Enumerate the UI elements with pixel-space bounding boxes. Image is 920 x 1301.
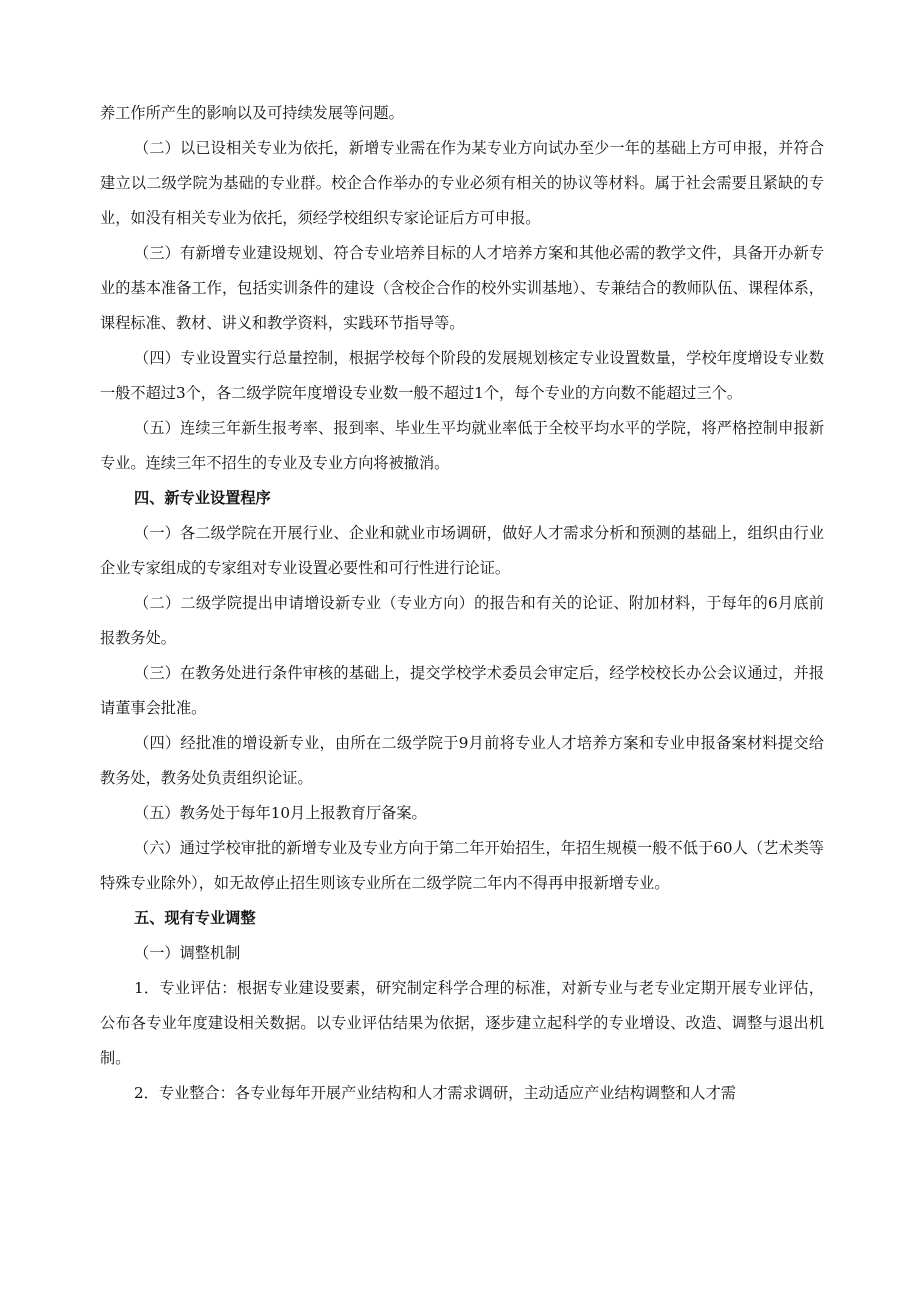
paragraph-procedure-3: （三）在教务处进行条件审核的基础上，提交学校学术委员会审定后，经学校校长办公会议通过，并报请董事会批准。 xyxy=(100,664,824,717)
paragraph-requirement-4: （四）专业设置实行总量控制，根据学校每个阶段的发展规划核定专业设置数量，学校年度增设专业数一般不超过3个，各二级学院年度增设专业数一般不超过1个，每个专业的方向数不能超过三个。 xyxy=(100,349,824,402)
paragraph-integration: 2．专业整合：各专业每年开展产业结构和人才需求调研，主动适应产业结构调整和人才需 xyxy=(134,1084,736,1102)
document-body xyxy=(100,96,824,1111)
section-heading-procedure: 四、新专业设置程序 xyxy=(134,489,271,507)
paragraph-procedure-1: （一）各二级学院在开展行业、企业和就业市场调研，做好人才需求分析和预测的基础上，组织由行业企业专家组成的专家组对专业设置必要性和可行性进行论证。 xyxy=(100,524,824,577)
paragraph-requirement-3: （三）有新增专业建设规划、符合专业培养目标的人才培养方案和其他必需的教学文件，具备开办新专业的基本准备工作，包括实训条件的建设（含校企合作的校外实训基地）、专兼结合的教师队伍、课程体系，课程标准、教材、讲义和教学资料，实践环节指导等。 xyxy=(100,244,824,332)
paragraph-evaluation: 1．专业评估：根据专业建设要素，研究制定科学合理的标准，对新专业与老专业定期开展专业评估，公布各专业年度建设相关数据。以专业评估结果为依据，逐步建立起科学的专业增设、改造、调整与退出机制。 xyxy=(100,979,824,1067)
paragraph-procedure-6: （六）通过学校审批的新增专业及专业方向于第二年开始招生，年招生规模一般不低于60人（艺术类等特殊专业除外），如无故停止招生则该专业所在二级学院二年内不得再申报新增专业。 xyxy=(100,839,824,892)
paragraph-procedure-4: （四）经批准的增设新专业，由所在二级学院于9月前将专业人才培养方案和专业申报备案材料提交给教务处，教务处负责组织论证。 xyxy=(100,734,824,787)
paragraph-requirement-2: （二）以已设相关专业为依托，新增专业需在作为某专业方向试办至少一年的基础上方可申报，并符合建立以二级学院为基础的专业群。校企合作举办的专业必须有相关的协议等材料。属于社会需要且紧缺的专业，如没有相关专业为依托，须经学校组织专家论证后方可申报。 xyxy=(100,139,824,227)
paragraph-procedure-2: （二）二级学院提出申请增设新专业（专业方向）的报告和有关的论证、附加材料，于每年的6月底前报教务处。 xyxy=(100,594,824,647)
paragraph-adjustment-mechanism: （一）调整机制 xyxy=(134,944,241,962)
section-heading-adjustment: 五、现有专业调整 xyxy=(134,909,256,927)
paragraph-continuation: 养工作所产生的影响以及可持续发展等问题。 xyxy=(100,104,404,122)
paragraph-requirement-5: （五）连续三年新生报考率、报到率、毕业生平均就业率低于全校平均水平的学院，将严格控制申报新专业。连续三年不招生的专业及专业方向将被撤消。 xyxy=(100,419,824,472)
paragraph-procedure-5: （五）教务处于每年10月上报教育厅备案。 xyxy=(134,804,427,822)
